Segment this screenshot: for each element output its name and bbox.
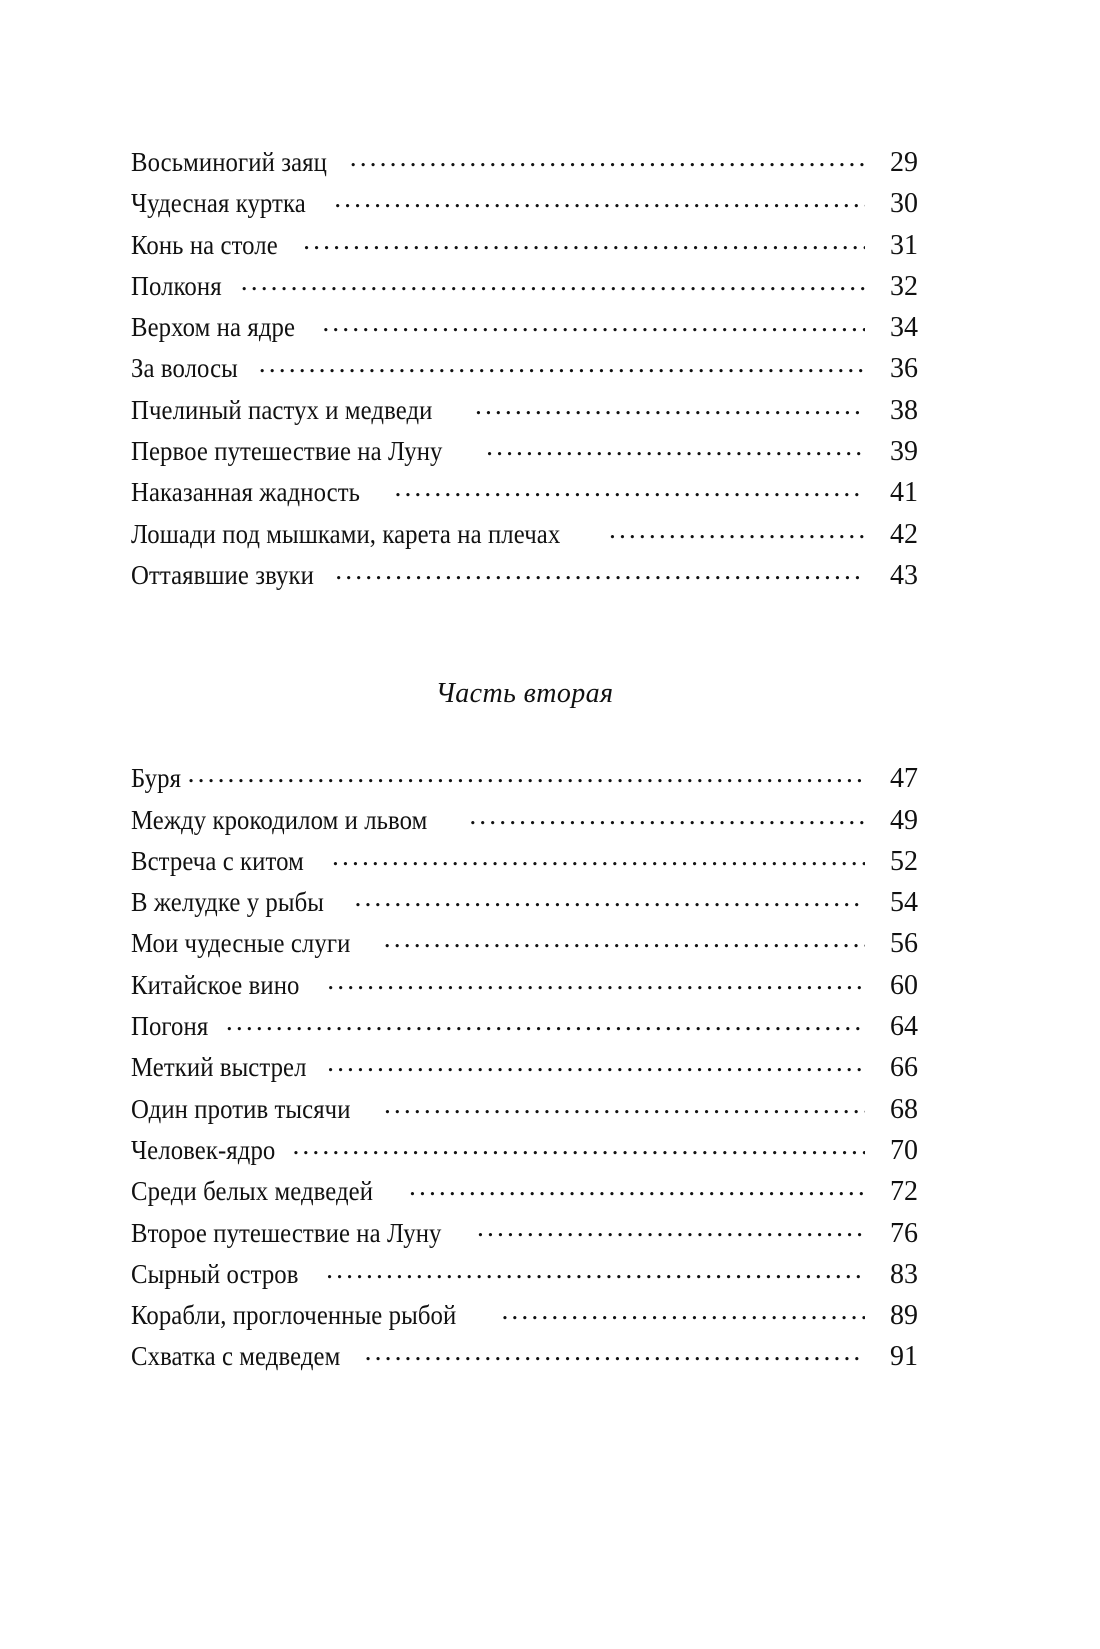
- toc-entry-title: Полконя: [131, 271, 222, 301]
- dot-leader: [350, 155, 865, 171]
- dot-leader: [384, 1102, 865, 1118]
- toc-entry[interactable]: [131, 1095, 918, 1136]
- toc-entry-title: Схватка с медведем: [131, 1342, 341, 1372]
- toc-entry[interactable]: [131, 1136, 918, 1177]
- toc-entry-title: Оттаявшие звуки: [131, 560, 314, 590]
- toc-entry-title: Корабли, проглоченные рыбой: [131, 1301, 457, 1331]
- toc-entry-page-number: 54: [890, 888, 918, 919]
- toc-entry[interactable]: [131, 764, 918, 805]
- toc-entry-page-number: 42: [890, 519, 918, 550]
- toc-entry[interactable]: [131, 231, 918, 272]
- toc-entry-title: Лошади под мышками, карета на плечах: [131, 519, 561, 549]
- toc-entry-page-number: 38: [890, 395, 918, 426]
- toc-entry-page-number: 91: [890, 1342, 918, 1373]
- toc-entry-title: Наказанная жадность: [131, 478, 361, 508]
- dot-leader: [394, 485, 865, 501]
- toc-entry-title: Буря: [131, 764, 182, 794]
- toc-entry-title: Второе путешествие на Луну: [131, 1218, 442, 1248]
- toc-entry-title: Верхом на ядре: [131, 313, 296, 343]
- toc-entry[interactable]: [131, 847, 918, 888]
- toc-entry-page-number: 43: [890, 560, 918, 591]
- toc-entry[interactable]: [131, 1260, 918, 1301]
- toc-entry-page-number: 34: [890, 313, 918, 344]
- toc-entry-title: Погоня: [131, 1012, 209, 1042]
- toc-entry-title: Чудесная куртка: [131, 189, 306, 219]
- toc-entry-page-number: 68: [890, 1094, 918, 1125]
- toc-entry-page-number: 31: [890, 230, 918, 261]
- toc-entry-title: Человек-ядро: [131, 1135, 276, 1165]
- toc-entry[interactable]: [131, 437, 918, 478]
- dot-leader: [334, 196, 865, 212]
- toc-entry-page-number: 52: [890, 846, 918, 877]
- toc-entry[interactable]: [131, 1342, 918, 1383]
- dot-leader: [475, 403, 865, 419]
- dot-leader: [303, 238, 865, 254]
- toc-entry[interactable]: [131, 806, 918, 847]
- dot-leader: [335, 568, 865, 584]
- toc-entry[interactable]: [131, 1177, 918, 1218]
- toc-entry-title: За волосы: [131, 354, 238, 384]
- toc-entry-page-number: 41: [890, 478, 918, 509]
- toc-entry-title: Конь на столе: [131, 230, 278, 260]
- dot-leader: [486, 444, 865, 460]
- section-spacer: [131, 602, 918, 680]
- toc-entry-page-number: 66: [890, 1053, 918, 1084]
- toc-entry-page-number: 76: [890, 1218, 918, 1249]
- toc-entry-page-number: 36: [890, 354, 918, 385]
- dot-leader: [292, 1143, 865, 1159]
- table-of-contents: [131, 148, 918, 1384]
- toc-entry-page-number: 49: [890, 805, 918, 836]
- dot-leader: [469, 813, 865, 829]
- dot-leader: [477, 1226, 865, 1242]
- toc-entry[interactable]: [131, 354, 918, 395]
- toc-entry[interactable]: [131, 148, 918, 189]
- toc-entry[interactable]: [131, 888, 918, 929]
- toc-entry-page-number: 32: [890, 271, 918, 302]
- toc-entry[interactable]: [131, 929, 918, 970]
- toc-entry-page-number: 89: [890, 1301, 918, 1332]
- toc-entry[interactable]: [131, 189, 918, 230]
- dot-leader: [259, 361, 865, 377]
- dot-leader: [322, 320, 865, 336]
- dot-leader: [332, 854, 865, 870]
- section-spacer: [131, 708, 918, 764]
- toc-entry-title: Между крокодилом и львом: [131, 805, 428, 835]
- dot-leader: [384, 936, 865, 952]
- dot-leader: [609, 527, 865, 543]
- toc-entry-page-number: 70: [890, 1135, 918, 1166]
- toc-entry-title: Встреча с китом: [131, 846, 304, 876]
- toc-entry-title: Восьминогий заяц: [131, 148, 327, 177]
- dot-leader: [365, 1349, 865, 1365]
- toc-entry-page-number: 47: [890, 764, 918, 795]
- toc-entry[interactable]: [131, 561, 918, 602]
- toc-entry-page-number: 29: [890, 148, 918, 178]
- toc-entry-title: В желудке у рыбы: [131, 888, 325, 918]
- dot-leader: [226, 1019, 865, 1035]
- toc-entry-title: Пчелиный пастух и медведи: [131, 395, 433, 425]
- toc-entry[interactable]: [131, 971, 918, 1012]
- toc-entry[interactable]: [131, 1053, 918, 1094]
- toc-entry[interactable]: [131, 1301, 918, 1342]
- dot-leader: [188, 771, 865, 787]
- dot-leader: [326, 1267, 865, 1283]
- toc-entry-title: Сырный остров: [131, 1259, 299, 1289]
- dot-leader: [501, 1308, 865, 1324]
- toc-entry-page-number: 56: [890, 929, 918, 960]
- toc-entry-title: Меткий выстрел: [131, 1053, 307, 1083]
- toc-entry-page-number: 39: [890, 437, 918, 468]
- dot-leader: [241, 279, 865, 295]
- toc-entry-title: Китайское вино: [131, 970, 300, 1000]
- toc-entry-page-number: 83: [890, 1259, 918, 1290]
- part-heading: Часть вторая: [435, 678, 614, 710]
- toc-entry-page-number: 64: [890, 1012, 918, 1043]
- toc-entry-title: Один против тысячи: [131, 1094, 351, 1124]
- toc-entry[interactable]: [131, 520, 918, 561]
- toc-entry-title: Мои чудесные слуги: [131, 929, 351, 959]
- toc-entry[interactable]: [131, 396, 918, 437]
- toc-entry[interactable]: [131, 478, 918, 519]
- toc-entry[interactable]: [131, 1012, 918, 1053]
- dot-leader: [327, 978, 865, 994]
- dot-leader: [354, 895, 865, 911]
- dot-leader: [327, 1060, 865, 1076]
- toc-entry[interactable]: [131, 313, 918, 354]
- toc-entry[interactable]: [131, 272, 918, 313]
- toc-entry-title: Первое путешествие на Луну: [131, 437, 443, 467]
- toc-entry-page-number: 60: [890, 970, 918, 1001]
- toc-entry-title: Среди белых медведей: [131, 1177, 374, 1207]
- toc-entry-page-number: 72: [890, 1177, 918, 1208]
- toc-entry[interactable]: [131, 1219, 918, 1260]
- toc-entry-page-number: 30: [890, 189, 918, 220]
- dot-leader: [409, 1184, 865, 1200]
